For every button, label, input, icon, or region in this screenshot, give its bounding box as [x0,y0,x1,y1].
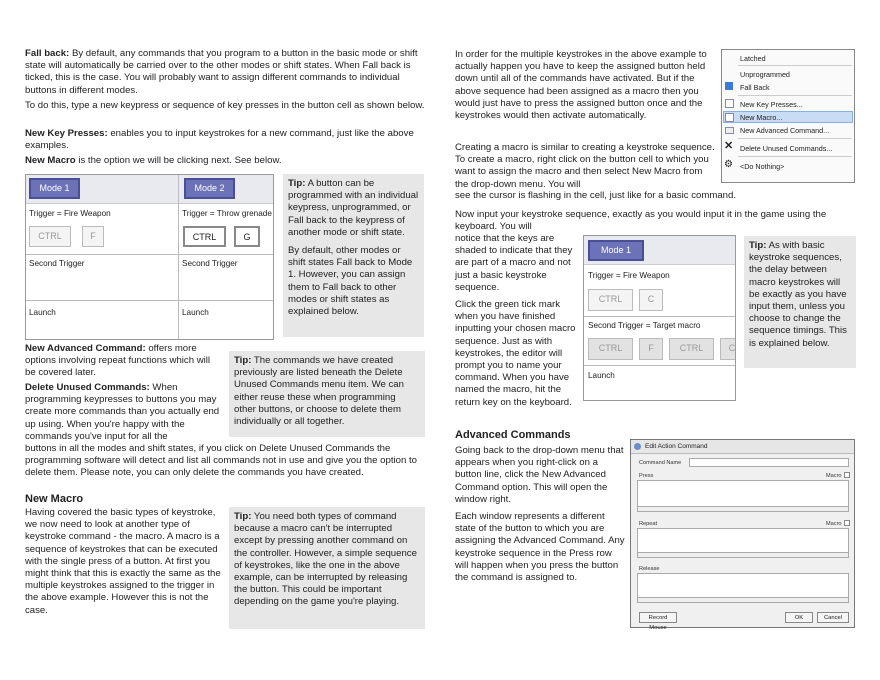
menu-separator [738,95,852,96]
delete-text: When programming keypresses to buttons you may create more commands than you actually end up using. When you're happy with the commands you've input for all the [25,382,220,442]
menu-separator [738,156,852,157]
tip4-text: As with basic keystroke sequences, the delay between macro keystrokes will be exactly as you have input them, unless you choose to change the sequence timings. This is explained below. [749,240,847,349]
newmacro-text: is the option we will be clicking next. See below. [78,155,282,166]
menu-item-new-macro[interactable]: New Macro... [740,113,783,122]
fallback-paragraph [25,48,425,97]
key-ctrl[interactable]: CTRL [29,226,71,247]
delete-paragraph [25,382,223,443]
mode-table [25,174,274,340]
macro-key-ctrl-2[interactable]: CTRL [669,338,714,360]
delete-term: Delete Unused Commands: [25,382,150,393]
tip1-term: Tip: [288,178,306,189]
fallback-check-icon [725,82,733,90]
gear-icon: ⚙ [724,159,733,170]
newadv-term: New Advanced Command: [25,343,146,354]
macro-intro-paragraph: In order for the multiple keystrokes in the above example to actually happen you have to keep the assigned button held down until all of the commands have activated. But if the above sequence had been assigned as a macro then you would just have to press the assigned button once and the keystrokes would then activate automatically. [455,49,707,122]
tip4-term: Tip: [749,240,767,251]
mode2-tab[interactable]: Mode 2 [184,178,235,199]
newmacro-term: New Macro [25,155,76,166]
row-divider [584,316,735,317]
macro-table [583,235,736,401]
press-macro-checkbox[interactable] [844,472,850,478]
delete-paragraph-cont: buttons in all the modes and shift states, if you click on Delete Unused Commands the programming software will detect and list all commands not in use and give you the option to delete them. Please note, you can only delete the commands you have created. [25,443,417,479]
todo-paragraph: To do this, type a new keypress or sequence of key presses in the button cell as shown below. [25,100,425,111]
key-g[interactable]: G [234,226,260,247]
second-trigger-cell-mode2[interactable]: Second Trigger [182,259,238,268]
tip1-para2: By default, other modes or shift states Fall back to Mode 1. However, you can assign them to Fall back to other modes or shift states as explained below. [288,245,413,318]
launch-cell[interactable]: Launch [588,371,615,380]
dialog-titlebar: Edit Action Command [631,440,854,454]
input-sequence-paragraph: Now input your keystroke sequence, exactly as you would input it in the game using the keyboard. You will [455,209,827,233]
advanced-paragraph-1: Going back to the drop-down menu that appears when you right-click on a button line, click the New Advanced Command option. This will open the window right. [455,445,624,505]
fallback-text: By default, any commands that you program to a button in the basic mode or shift state will automatically be carried over to the other modes or shift states. When Fall back is ticked, this is the case. You will probably want to assign different commands to individual buttons in different modes. [25,48,418,96]
command-name-input[interactable] [689,458,849,467]
ok-button[interactable]: OK [785,612,813,623]
context-menu [721,49,855,183]
newkey-text: enables you to input keystrokes for a new command, just like the above examples. [25,128,414,152]
edit-action-dialog [630,439,855,631]
tip1-para [288,178,419,239]
repeat-macro-label: Macro [826,521,842,527]
advanced-commands-heading: Advanced Commands [455,429,571,441]
press-label: Press [639,473,654,479]
launch-cell-mode1[interactable]: Launch [29,308,56,317]
macro-paragraph: Having covered the basic types of keystroke, we now need to look at another type of keystroke command - the macro. A macro is a sequence of keystrokes that can be executed with the single press of a button. At first you might think that this is exactly the same as the multiple keystrokes assigned to the trigger in the above example. However this is not the case. [25,507,221,616]
menu-item-unprogrammed[interactable]: Unprogrammed [740,70,790,79]
tip-box-2 [229,351,425,437]
trigger-cell[interactable]: Trigger = Fire Weapon [588,271,670,280]
mode1-tab[interactable]: Mode 1 [588,240,644,261]
mode1-tab[interactable]: Mode 1 [29,178,80,199]
macro-key-ctrl[interactable]: CTRL [588,338,633,360]
press-scrollbar[interactable] [637,506,849,512]
launch-cell-mode2[interactable]: Launch [182,308,209,317]
advanced-paragraph-2: Each window represents a different state of the button to which you are assigning the Advanced Command. Any keystroke sequence in the Press row will happen when you press the button the command is assigned to. [455,511,625,584]
release-scrollbar[interactable] [637,597,849,603]
keypress-icon [725,99,734,108]
press-macro-label: Macro [826,473,842,479]
repeat-macro-checkbox[interactable] [844,520,850,526]
trigger-cell-mode1[interactable]: Trigger = Fire Weapon [29,209,111,218]
command-name-label: Command Name [639,460,682,466]
second-trigger-cell[interactable]: Second Trigger = Target macro [588,321,701,330]
newkey-term: New Key Presses: [25,128,108,139]
row-divider [26,300,273,301]
cancel-button[interactable]: Cancel [817,612,849,623]
fallback-term: Fall back: [25,48,70,59]
menu-separator [738,65,852,66]
second-trigger-cell-mode1[interactable]: Second Trigger [29,259,85,268]
menu-item-latched[interactable]: Latched [740,54,766,63]
key-ctrl-mode2[interactable]: CTRL [183,226,226,247]
tip2-text: The commands we have created previously are listed beneath the Delete Unused Commands menu item. We can either reuse these when programming other buttons, or choose to delete them individually or all together. [234,355,404,428]
newadv-paragraph [25,343,221,380]
key-ctrl[interactable]: CTRL [588,289,633,311]
menu-separator [738,138,852,139]
repeat-label: Repeat [639,521,658,527]
tip-box-1 [283,174,424,337]
newmacro-paragraph [25,155,425,167]
newadv-text: offers more options involving repeat functions which will be covered later. [25,343,211,379]
create-macro-paragraph-cont: see the cursor is flashing in the cell, just like for a basic command. [455,190,737,201]
shaded-keys-paragraph: notice that the keys are shaded to indicate that they are part of a macro and not just a basic keystroke sequence. [455,233,573,293]
key-f[interactable]: F [82,226,104,247]
macro-key-c[interactable]: C [720,338,735,360]
macro-key-f[interactable]: F [639,338,663,360]
delete-x-icon: ✕ [724,140,734,152]
tip2-term: Tip: [234,355,252,366]
create-macro-paragraph: Creating a macro is similar to creating a keystroke sequence. To create a macro, right click on the button cell to which you want to assign the macro and then select New Macro from the drop-down menu. You will [455,142,715,190]
macro-key-c-clip [720,338,735,360]
dialog-app-icon [634,443,641,450]
new-macro-heading: New Macro [25,493,84,505]
macro-icon [725,113,734,122]
column-divider [178,175,179,339]
menu-item-new-key-presses[interactable]: New Key Presses... [740,100,803,109]
menu-item-delete-unused[interactable]: Delete Unused Commands... [740,144,833,153]
row-divider [26,254,273,255]
menu-item-new-advanced-command[interactable]: New Advanced Command... [740,126,830,135]
tip1-text: A button can be programmed with an individual keypress, unprogrammed, or Fall back to the keypress of another mode or shift state. [288,178,419,238]
release-label: Release [639,566,660,572]
row-divider [584,365,735,366]
newkey-paragraph [25,128,425,152]
menu-item-do-nothing[interactable]: <Do Nothing> [740,162,785,171]
menu-item-fallback[interactable]: Fall Back [740,83,770,92]
tip3-term: Tip: [234,511,252,522]
tip-box-4 [744,236,856,368]
record-mouse-button[interactable]: Record Mouse [639,612,677,623]
tip3-text: You need both types of command because a macro can't be interrupted except by pressing another command on the controller. However, a simple sequence of keystrokes, like the one in the above example, can be interrupted by releasing the button. This could be important depending on the game you're playing. [234,511,417,608]
trigger-cell-mode2[interactable]: Trigger = Throw grenade [182,209,272,218]
repeat-scrollbar[interactable] [637,552,849,558]
green-tick-paragraph: Click the green tick mark when you have finished inputting your chosen macro sequence. Just as with keystrokes, the editor will prompt you to name your command. When you have named the macro, hit the return key on the keyboard. [455,299,576,408]
advanced-icon [725,127,734,134]
tip-box-3 [229,507,425,629]
key-c[interactable]: C [639,289,663,311]
